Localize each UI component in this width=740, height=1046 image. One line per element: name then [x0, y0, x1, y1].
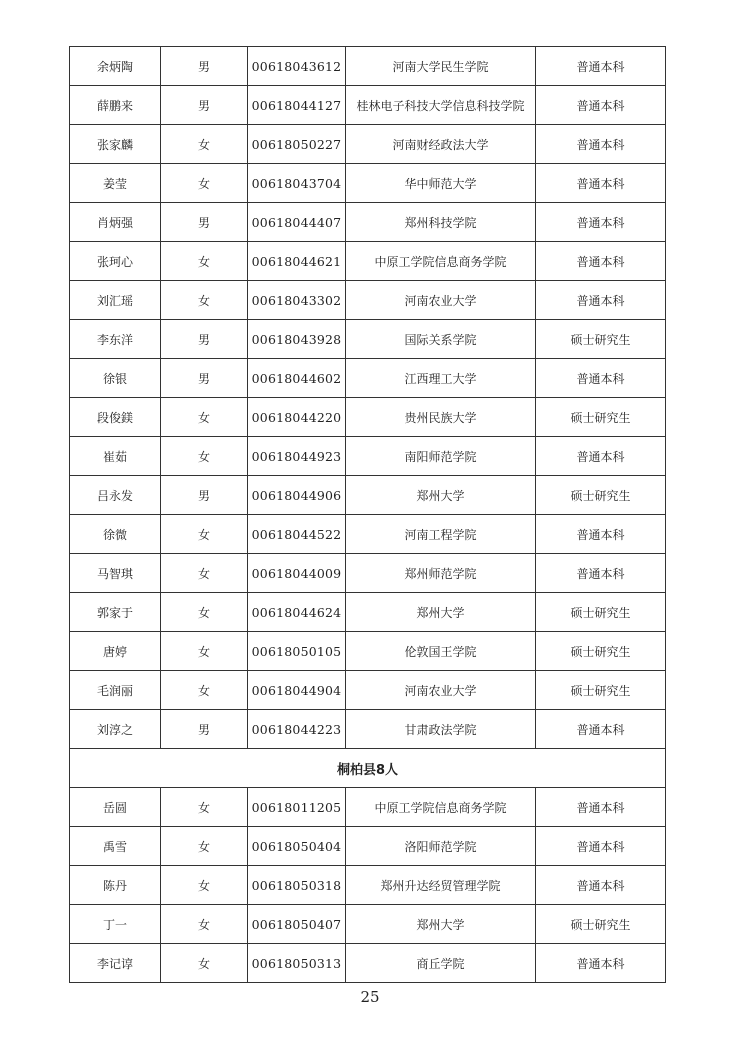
id-cell: 00618050407 — [248, 905, 346, 944]
table-row — [70, 437, 666, 476]
id-cell: 00618050318 — [248, 866, 346, 905]
gender-cell: 男 — [161, 320, 248, 359]
name-cell: 丁一 — [70, 905, 161, 944]
name-cell: 马智琪 — [70, 554, 161, 593]
id-cell: 00618011205 — [248, 788, 346, 827]
school-cell: 河南工程学院 — [346, 515, 536, 554]
degree-cell: 硕士研究生 — [536, 476, 666, 515]
table-row — [70, 905, 666, 944]
gender-cell: 女 — [161, 125, 248, 164]
name-cell: 李记谆 — [70, 944, 161, 983]
gender-cell: 女 — [161, 164, 248, 203]
name-cell: 陈丹 — [70, 866, 161, 905]
page-number: 25 — [360, 988, 380, 1006]
degree-cell: 普通本科 — [536, 437, 666, 476]
gender-cell: 女 — [161, 281, 248, 320]
table-row — [70, 944, 666, 983]
id-cell: 00618050313 — [248, 944, 346, 983]
table-row — [70, 671, 666, 710]
table-row — [70, 242, 666, 281]
name-cell: 李东洋 — [70, 320, 161, 359]
gender-cell: 女 — [161, 398, 248, 437]
personnel-table — [69, 46, 666, 983]
name-cell: 余炳陶 — [70, 47, 161, 86]
id-cell: 00618044602 — [248, 359, 346, 398]
degree-cell: 硕士研究生 — [536, 905, 666, 944]
table-row — [70, 554, 666, 593]
name-cell: 张珂心 — [70, 242, 161, 281]
table-row — [70, 788, 666, 827]
table-row — [70, 632, 666, 671]
gender-cell: 女 — [161, 242, 248, 281]
degree-cell: 普通本科 — [536, 710, 666, 749]
school-cell: 中原工学院信息商务学院 — [346, 242, 536, 281]
name-cell: 姜莹 — [70, 164, 161, 203]
table-row — [70, 866, 666, 905]
degree-cell: 普通本科 — [536, 359, 666, 398]
gender-cell: 女 — [161, 905, 248, 944]
school-cell: 河南大学民生学院 — [346, 47, 536, 86]
section-header-row — [70, 749, 666, 788]
gender-cell: 男 — [161, 203, 248, 242]
gender-cell: 男 — [161, 476, 248, 515]
gender-cell: 女 — [161, 593, 248, 632]
school-cell: 郑州升达经贸管理学院 — [346, 866, 536, 905]
school-cell: 河南财经政法大学 — [346, 125, 536, 164]
id-cell: 00618044906 — [248, 476, 346, 515]
school-cell: 河南农业大学 — [346, 281, 536, 320]
gender-cell: 女 — [161, 671, 248, 710]
degree-cell: 普通本科 — [536, 281, 666, 320]
name-cell: 岳圆 — [70, 788, 161, 827]
table-row — [70, 86, 666, 125]
name-cell: 唐婷 — [70, 632, 161, 671]
school-cell: 郑州科技学院 — [346, 203, 536, 242]
name-cell: 薛鹏来 — [70, 86, 161, 125]
degree-cell: 普通本科 — [536, 242, 666, 281]
table-row — [70, 281, 666, 320]
table-row — [70, 164, 666, 203]
degree-cell: 普通本科 — [536, 125, 666, 164]
gender-cell: 女 — [161, 944, 248, 983]
name-cell: 郭家于 — [70, 593, 161, 632]
id-cell: 00618050227 — [248, 125, 346, 164]
id-cell: 00618044621 — [248, 242, 346, 281]
name-cell: 吕永发 — [70, 476, 161, 515]
table-row — [70, 710, 666, 749]
degree-cell: 硕士研究生 — [536, 593, 666, 632]
table-row — [70, 593, 666, 632]
degree-cell: 硕士研究生 — [536, 671, 666, 710]
school-cell: 郑州大学 — [346, 593, 536, 632]
school-cell: 华中师范大学 — [346, 164, 536, 203]
gender-cell: 男 — [161, 47, 248, 86]
gender-cell: 女 — [161, 554, 248, 593]
school-cell: 甘肃政法学院 — [346, 710, 536, 749]
degree-cell: 普通本科 — [536, 47, 666, 86]
table-row — [70, 359, 666, 398]
id-cell: 00618044223 — [248, 710, 346, 749]
school-cell: 贵州民族大学 — [346, 398, 536, 437]
name-cell: 徐微 — [70, 515, 161, 554]
id-cell: 00618044220 — [248, 398, 346, 437]
table-row — [70, 827, 666, 866]
id-cell: 00618050404 — [248, 827, 346, 866]
table-row — [70, 515, 666, 554]
id-cell: 00618044127 — [248, 86, 346, 125]
name-cell: 禹雪 — [70, 827, 161, 866]
id-cell: 00618044407 — [248, 203, 346, 242]
degree-cell: 普通本科 — [536, 827, 666, 866]
gender-cell: 女 — [161, 827, 248, 866]
school-cell: 郑州大学 — [346, 476, 536, 515]
id-cell: 00618043612 — [248, 47, 346, 86]
gender-cell: 女 — [161, 788, 248, 827]
id-cell: 00618044923 — [248, 437, 346, 476]
school-cell: 商丘学院 — [346, 944, 536, 983]
school-cell: 伦敦国王学院 — [346, 632, 536, 671]
gender-cell: 女 — [161, 515, 248, 554]
degree-cell: 普通本科 — [536, 866, 666, 905]
school-cell: 江西理工大学 — [346, 359, 536, 398]
degree-cell: 普通本科 — [536, 164, 666, 203]
name-cell: 肖炳强 — [70, 203, 161, 242]
name-cell: 刘淳之 — [70, 710, 161, 749]
table-row — [70, 203, 666, 242]
school-cell: 郑州师范学院 — [346, 554, 536, 593]
gender-cell: 女 — [161, 437, 248, 476]
gender-cell: 女 — [161, 866, 248, 905]
school-cell: 桂林电子科技大学信息科技学院 — [346, 86, 536, 125]
id-cell: 00618044009 — [248, 554, 346, 593]
name-cell: 崔茹 — [70, 437, 161, 476]
table-row — [70, 47, 666, 86]
gender-cell: 男 — [161, 359, 248, 398]
section-title: 桐柏县8人 — [70, 749, 666, 788]
id-cell: 00618043704 — [248, 164, 346, 203]
gender-cell: 女 — [161, 632, 248, 671]
gender-cell: 男 — [161, 86, 248, 125]
name-cell: 徐银 — [70, 359, 161, 398]
degree-cell: 普通本科 — [536, 86, 666, 125]
school-cell: 南阳师范学院 — [346, 437, 536, 476]
degree-cell: 硕士研究生 — [536, 320, 666, 359]
id-cell: 00618043928 — [248, 320, 346, 359]
table-row — [70, 398, 666, 437]
degree-cell: 硕士研究生 — [536, 398, 666, 437]
degree-cell: 普通本科 — [536, 944, 666, 983]
name-cell: 刘汇瑶 — [70, 281, 161, 320]
id-cell: 00618044904 — [248, 671, 346, 710]
name-cell: 张家麟 — [70, 125, 161, 164]
name-cell: 毛润丽 — [70, 671, 161, 710]
school-cell: 郑州大学 — [346, 905, 536, 944]
degree-cell: 普通本科 — [536, 203, 666, 242]
degree-cell: 普通本科 — [536, 788, 666, 827]
degree-cell: 普通本科 — [536, 554, 666, 593]
id-cell: 00618044522 — [248, 515, 346, 554]
table-row — [70, 320, 666, 359]
school-cell: 国际关系学院 — [346, 320, 536, 359]
school-cell: 洛阳师范学院 — [346, 827, 536, 866]
table-row — [70, 125, 666, 164]
degree-cell: 硕士研究生 — [536, 632, 666, 671]
id-cell: 00618044624 — [248, 593, 346, 632]
id-cell: 00618050105 — [248, 632, 346, 671]
name-cell: 段俊鎂 — [70, 398, 161, 437]
school-cell: 河南农业大学 — [346, 671, 536, 710]
table-body — [70, 47, 666, 983]
degree-cell: 普通本科 — [536, 515, 666, 554]
id-cell: 00618043302 — [248, 281, 346, 320]
school-cell: 中原工学院信息商务学院 — [346, 788, 536, 827]
table-row — [70, 476, 666, 515]
gender-cell: 男 — [161, 710, 248, 749]
